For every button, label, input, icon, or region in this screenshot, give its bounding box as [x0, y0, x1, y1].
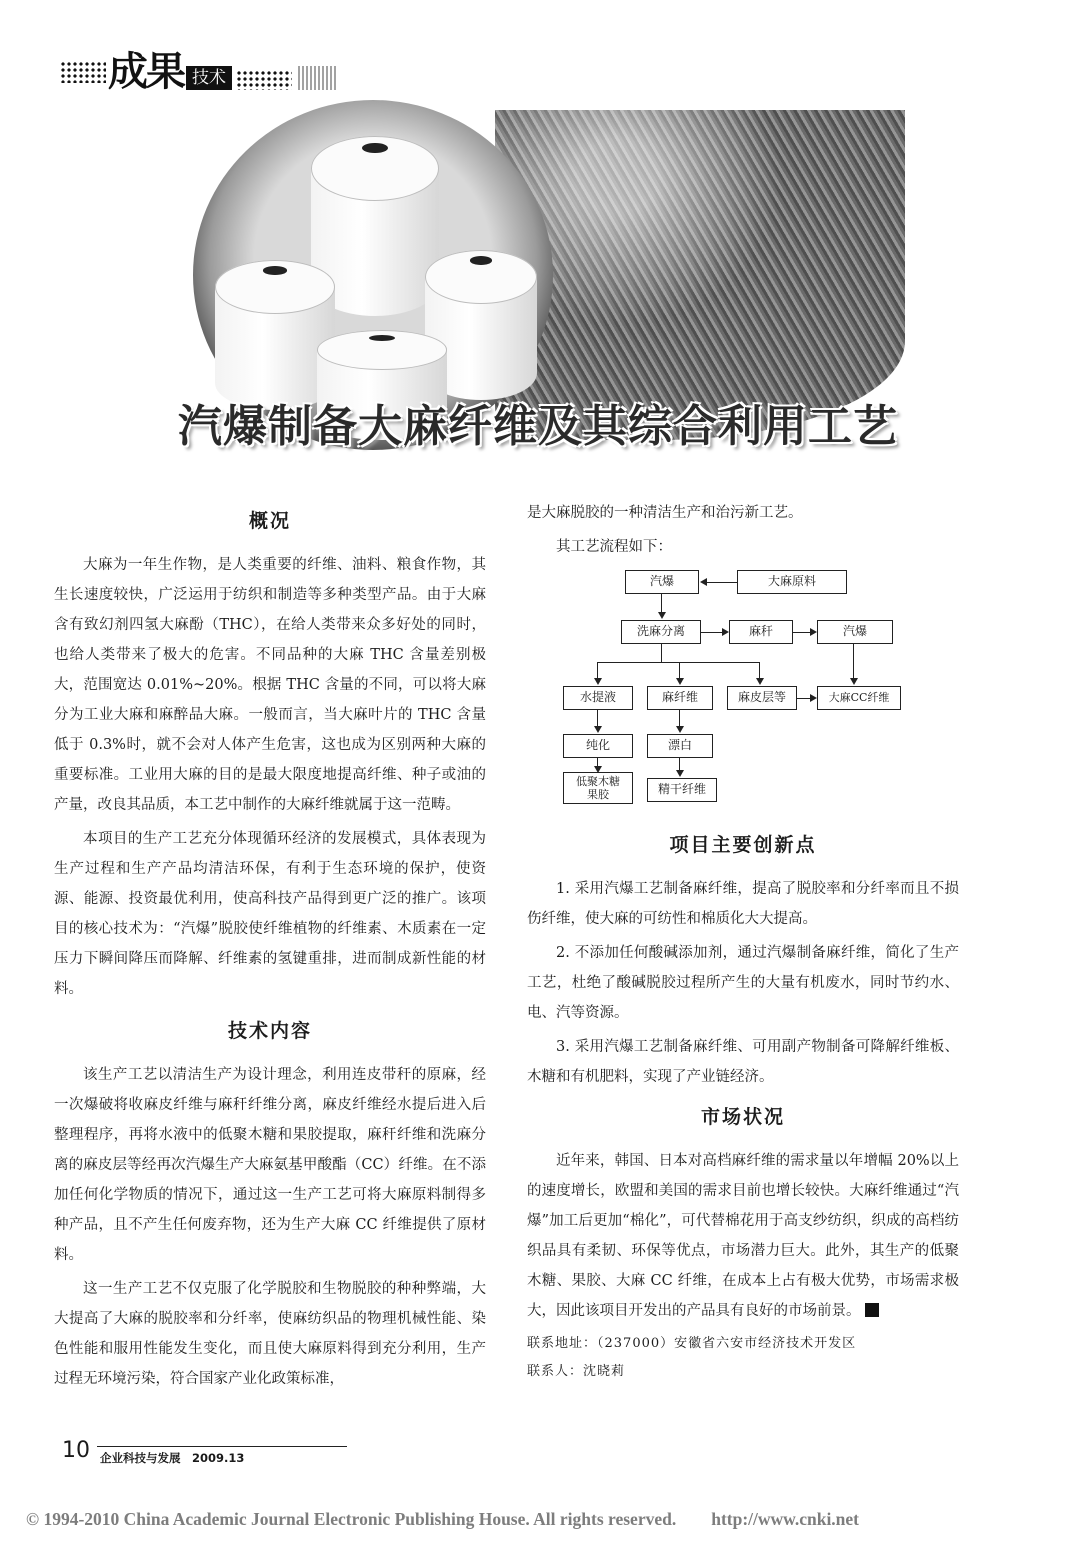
arrow-right-icon	[722, 628, 729, 636]
contact-address: 联系地址：（237000）安徽省六安市经济技术开发区	[527, 1336, 857, 1351]
footer-divider	[97, 1446, 347, 1447]
arrow-right-icon	[810, 628, 817, 636]
journal-name: 企业科技与发展 2009.13	[100, 1451, 245, 1465]
dot-pattern-decoration	[236, 70, 292, 90]
right-column	[527, 500, 959, 1386]
flow-line	[701, 632, 723, 633]
arrow-right-icon	[810, 694, 817, 702]
flow-box-stalk: 麻秆	[729, 620, 793, 644]
section-title-market: 市场状况	[700, 1106, 785, 1128]
hero-photo	[175, 100, 905, 440]
section-header	[60, 50, 338, 94]
flow-box-steam-explosion-2: 汽爆	[817, 620, 893, 644]
arrow-down-icon	[850, 678, 858, 685]
arrow-down-icon	[756, 678, 764, 685]
paragraph: 这一生产工艺不仅克服了化学脱胶和生物脱胶的种种弊端，大大提高了大麻的脱胶率和分纤率，使麻纺织品的物理机械性能、染色性能和服用性能发生变化，而且使大麻原料得到充分利用，生产过程无环境污染，符合国家产业化政策标准，	[54, 1281, 486, 1387]
flow-line	[707, 582, 737, 583]
arrow-down-icon	[658, 612, 666, 619]
paragraph-market-text: 近年来，韩国、日本对高档麻纤维的需求量以年增幅 20%以上的速度增长，欧盟和美国的需求目前也增长较快。大麻纤维通过“汽爆”加工后更加“棉化”，可代替棉花用于高支纱纺织，织成的高档纺织品具有柔韧、环保等优点，市场潜力巨大。此外，其生产的低聚木糖、果胶、大麻 CC 纤维，在成本上占有极大优势，市场需求极大，因此该项目开发出的产品具有良好的市场前景。	[527, 1153, 959, 1319]
flow-box-hemp-fiber: 麻纤维	[647, 686, 713, 710]
dot-pattern-decoration	[60, 61, 106, 83]
article-title: 汽爆制备大麻纤维及其综合利用工艺	[178, 401, 898, 452]
header-main-label: 成果	[108, 48, 184, 95]
list-item: 2. 不添加任何酸碱添加剂，通过汽爆制备麻纤维，简化了生产工艺，杜绝了酸碱脱胶过程所产生的大量有机废水，同时节约水、电、汽等资源。	[527, 945, 959, 1021]
contact-person: 联系人：沈晓莉	[527, 1364, 626, 1379]
flow-line	[661, 644, 662, 662]
fade-decoration	[298, 66, 338, 90]
flow-box-bleach: 漂白	[647, 734, 713, 758]
arrow-down-icon	[676, 678, 684, 685]
flow-box-refined-fiber: 精干纤维	[647, 778, 717, 802]
flow-line	[793, 632, 811, 633]
arrow-down-icon	[676, 726, 684, 733]
left-column	[54, 500, 486, 1398]
flow-intro: 其工艺流程如下：	[556, 539, 672, 555]
copyright-notice: © 1994-2010 China Academic Journal Electronic Publishing House. All rights reserved. http://www.cnki.net	[26, 1509, 860, 1529]
paragraph-continuation: 是大麻脱胶的一种清洁生产和治污新工艺。	[527, 505, 803, 521]
flow-line	[797, 698, 811, 699]
flow-box-wash-separation: 洗麻分离	[621, 620, 701, 644]
end-mark-icon	[865, 1303, 879, 1317]
flow-box-water-extract: 水提液	[563, 686, 633, 710]
paragraph: 大麻为一年生作物，是人类重要的纤维、油料、粮食作物，其生长速度较快，广泛运用于纺织和制造等多种类型产品。由于大麻含有致幻剂四氢大麻酚（THC），在给人类带来众多好处的同时，也给人类带来了极大的危害。不同品种的大麻 THC 含量差别极大，范围宽达 0.01%~20%。根据 THC 含量的不同，可以将大麻分为工业大麻和麻醉品大麻。一般而言，当大麻叶片的 THC 含量低于 0.3%时，就不会对人体产生危害，这也成为区别两种大麻的重要标准。工业用大麻的目的是最大限度地提高纤维、种子或油的产量，改良其品质，本工艺中制作的大麻纤维就属于这一范畴。	[54, 557, 486, 813]
flow-line	[661, 594, 662, 614]
flow-box-cc-fiber: 大麻CC纤维	[817, 686, 901, 710]
process-flowchart	[563, 566, 903, 806]
header-sub-label: 技术	[186, 66, 232, 90]
arrow-down-icon	[676, 770, 684, 777]
section-title-technology: 技术内容	[227, 1020, 312, 1042]
flow-line	[597, 662, 759, 663]
arrow-down-icon	[594, 678, 602, 685]
page-number: 10	[62, 1438, 90, 1463]
arrow-left-icon	[700, 578, 707, 586]
flow-box-raw-hemp: 大麻原料	[737, 570, 847, 594]
list-item: 1. 采用汽爆工艺制备麻纤维，提高了脱胶率和分纤率而且不损伤纤维，使大麻的可纺性和棉质化大大提高。	[527, 881, 959, 927]
paragraph: 该生产工艺以清洁生产为设计理念，利用连皮带秆的原麻，经一次爆破将收麻皮纤维与麻秆纤维分离，麻皮纤维经水提后进入后整理程序，再将水液中的低聚木糖和果胶提取，麻秆纤维和洗麻分离的麻皮层等经再次汽爆生产大麻氨基甲酸酯（CC）纤维。在不添加任何化学物质的情况下，通过这一生产工艺可将大麻原料制得多种产品，且不产生任何废弃物，还为生产大麻 CC 纤维提供了原材料。	[54, 1067, 486, 1263]
list-item: 3. 采用汽爆工艺制备麻纤维、可用副产物制备可降解纤维板、木糖和有机肥料，实现了产业链经济。	[527, 1039, 959, 1085]
flow-box-bark-layer: 麻皮层等	[727, 686, 797, 710]
flow-line	[853, 644, 854, 680]
flow-box-steam-explosion: 汽爆	[625, 570, 699, 594]
section-title-innovation: 项目主要创新点	[669, 834, 817, 856]
section-title-overview: 概况	[248, 510, 291, 532]
flow-box-purify: 纯化	[563, 734, 633, 758]
paragraph-market	[527, 1146, 959, 1326]
flow-box-oligo-pectin: 低聚木糖 果胶	[563, 772, 633, 804]
paragraph: 本项目的生产工艺充分体现循环经济的发展模式，具体表现为生产过程和生产产品均清洁环保，有利于生态环境的保护，使资源、能源、投资最优利用，使高科技产品得到更广泛的推广。该项目的核心技术为：“汽爆”脱胶使纤维植物的纤维素、木质素在一定压力下瞬间降压而降解、纤维素的氢键重排，进而制成新性能的材料。	[54, 831, 486, 997]
arrow-down-icon	[594, 726, 602, 733]
